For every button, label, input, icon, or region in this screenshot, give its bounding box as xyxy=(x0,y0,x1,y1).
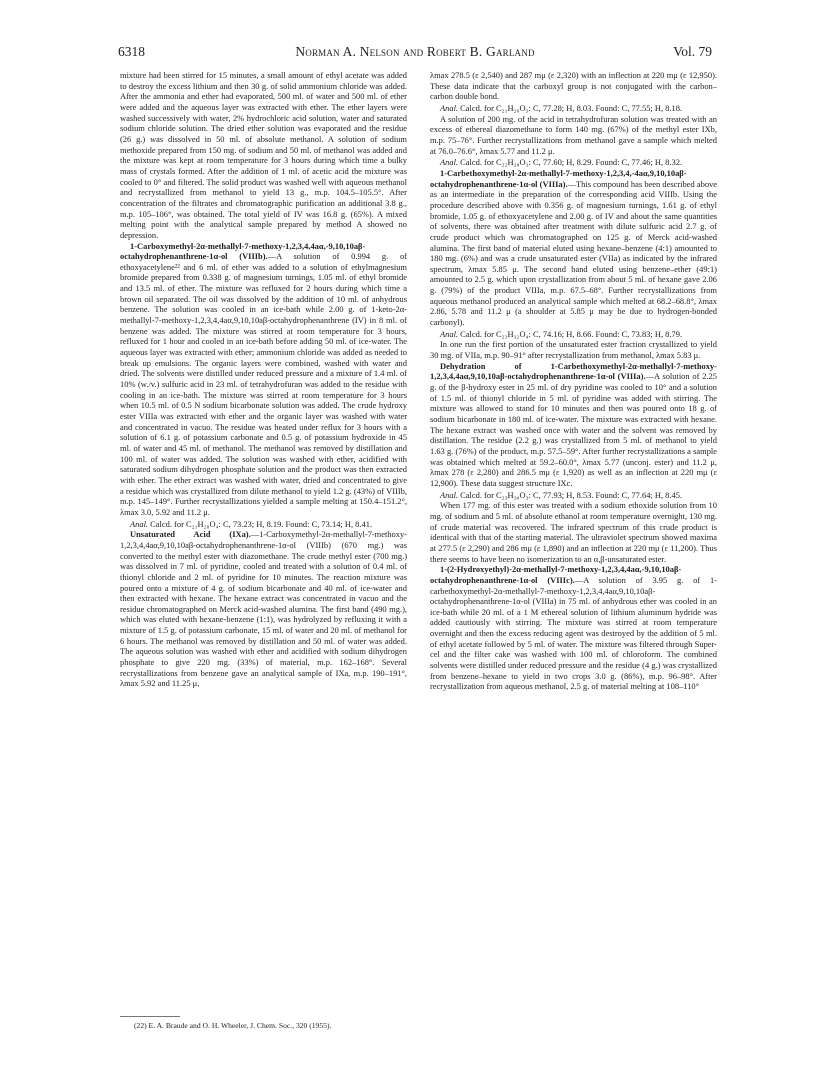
analysis-label: Anal. xyxy=(440,102,459,113)
elemental-analysis xyxy=(430,329,717,340)
compound-heading: Dehydration of 1-Carbethoxymethyl-2α-methallyl-7-methoxy-1,2,3,4,4aα,9,10,10aβ-octahydrophenanthrene-1α-ol (VIIIa). xyxy=(430,360,717,382)
paragraph-text: mixture had been stirred for 15 minutes, a small amount of ethyl acetate was added to destroy the excess lithium and then 30 g. of solid ammonium chloride was added. After the ammonia and ether had evaporated, 500 ml. of water and 500 ml. of ether were added and the aqueous layer was extracted with ether. The ether layers were washed successively with water, 2% hydrochloric acid solution, water and saturated sodium chloride solution. The dried ether solution was evaporated and the residue (26 g.) was dissolved in 50 ml. of absolute methanol. A solution of sodium methoxide prepared from 150 mg. of sodium and 50 ml. of methanol was added and the mixture was kept at room temperature for 3 hours during which time a bulky mass of crystals formed. After the addition of 1 ml. of acetic acid the mixture was cooled to 0° and filtered. The solid product was washed well with aqueous methanol and recrystallized from methanol to yield 13 g., m.p. 104.5–105.5°. After concentration of the filtrates and chromatographic purification an additional 3.8 g., m.p. 105–106°, was obtained. The total yield of IV was 16.8 g. (65%). A mixed melting point with the analytical sample prepared by method A showed no depression. xyxy=(120,70,407,240)
paragraph-text: When 177 mg. of this ester was treated with a sodium ethoxide solution from 10 mg. of sodium and 5 ml. of absolute ethanol at room temperature overnight, 130 mg. of crude material was recovered. The infrared spectrum of this crude product is identical with that of the starting material. The ultraviolet spectrum showed maxima at 277.5 (ε 2,290) and 286 mμ (ε 1,890) and an inflection at 220 mμ (ε 11,200). Thus there seems to have been no isomerization to an α,β-unsaturated ester. xyxy=(430,500,717,564)
elemental-analysis xyxy=(430,103,717,114)
volume-label: Vol. 79 xyxy=(673,44,712,59)
page-number: 6318 xyxy=(118,44,145,59)
elemental-analysis xyxy=(430,490,717,501)
analysis-values: Calcd. for C₂₁H₂₆O₃: C, 77.28; H, 8.03. Found: C, 77.55; H, 8.18. xyxy=(460,102,683,113)
analysis-label: Anal. xyxy=(130,518,149,529)
paragraph-text: In one run the first portion of the unsaturated ester fraction crystallized to yield 30 mg. of VIIa, m.p. 90–91° after recrystallization from methanol, λmax 5.83 μ. xyxy=(430,339,717,361)
analysis-values: Calcd. for C₂₃H₃₂O₄: C, 74.16; H, 8.66. Found: C, 73.83; H, 8.79. xyxy=(460,328,683,339)
paragraph-text: —1-Carboxymethyl-2α-methallyl-7-methoxy-1,2,3,4,4aα,9,10,10aβ-octahydrophenanthrene-1α-ol (VIIIb) (670 mg.) was converted to the methyl ester with diazomethane. The crude methyl ester (700 mg.) was dissolved in 7 ml. of pyridine, cooled and treated with a solution of 0.4 ml. of thionyl chloride and 2 ml. of pyridine for 10 minutes. The reaction mixture was poured onto a mixture of 4 g. of sodium bicarbonate and 40 ml. of ice-water and then extracted with hexane. The hexane extract was concentrated in vacuo and the residue chromatographed on Merck acid-washed alumina. The first band (490 mg.), which was eluted with hexane-benzene (1:1), was hydrolyzed by refluxing it with a mixture of 1.5 g. of potassium carbonate, 15 ml. of water and 20 ml. of methanol for 6 hours. The methanol was removed by distillation and 50 ml. of water was added. The aqueous solution was washed with ether and acidified with sodium dihydrogen phosphate to give 220 mg. (33%) of material, m.p. 162–168°. Several recrystallizations from benzene gave an analytical sample of IXa, m.p. 190–191°, λmax 5.92 and 11.25 μ, xyxy=(120,529,407,689)
running-head-authors: Norman A. Nelson and Robert B. Garland xyxy=(295,44,535,59)
elemental-analysis xyxy=(120,519,407,530)
procedure-paragraph xyxy=(430,168,717,328)
procedure-paragraph xyxy=(120,241,407,518)
analysis-label: Anal. xyxy=(440,157,459,168)
compound-heading: 1-(2-Hydroxyethyl)-2α-methallyl-7-methoxy-1,2,3,4,4aα,-9,10,10aβ-octahydrophenanthrene-1α-ol (VIIIc). xyxy=(430,564,682,585)
compound-heading: 1-Carboxymethyl-2α-methallyl-7-methoxy-1,2,3,4,4aα,-9,10,10aβ-octahydrophenanthrene-1α-ol (VIIIb). xyxy=(120,240,366,262)
procedure-paragraph xyxy=(430,114,717,157)
analysis-values: Calcd. for C₂₃H₃₀O₃: C, 77.93; H, 8.53. Found: C, 77.64; H, 8.45. xyxy=(460,489,683,500)
paragraph-text: —A solution of 0.994 g. of ethoxyacetylene²² and 6 ml. of ether was added to a solution of ethylmagnesium bromide prepared from 0.338 g. of magnesium turnings, 1.05 ml. of ethyl bromide and 13.5 ml. of ether. The mixture was refluxed for 2 hours during which time a brown oil separated. The oil was dissolved by the addition of 10 ml. of anhydrous benzene. The solution was cooled in an ice-bath while 2.00 g. of 1-keto-2α-methallyl-7-methoxy-1,2,3,4,4aα,9,10,10aβ-octahydrophenanthrene (IV) in 8 ml. of benzene was added. The mixture was stirred at room temperature for 3 hours, refluxed for 1 hour and cooled in an ice-bath before adding 50 ml. of ice-water. The aqueous layer was extracted with ether; ammonium chloride was added as needed to break up emulsions. The organic layers were combined, washed with water and dried. The solvents were distilled under reduced pressure and a mixture of 1.4 ml. of 10% (w./v.) sulfuric acid in 23 ml. of tetrahydrofuran was added to the residue with cooling in an ice-bath. The mixture was stirred at room temperature for 3 hours when 10.5 ml. of 0.5 N sodium bicarbonate solution was added. The crude hydroxy ester VIIIa was extracted with ether and the organic layer was washed with water and concentrated in vacuo. The residue was heated under reflux for 3 hours with a solution of 6.1 g. of potassium carbonate and 0.5 g. of potassium hydroxide in 45 ml. of water and 45 ml. of methanol. The methanol was removed by distillation and 100 ml. of water was added. The solution was washed with ether, acidified with saturated sodium dihydrogen phosphate solution and the product was then extracted with ether. The ether extract was washed with water, dried and concentrated to give a residue which was crystallized from dilute methanol to yield 1.2 g. (43%) of VIIIb, m.p. 145–149°. Further recrystallizations yielded a sample melting at 150.4–151.2°, λmax 3.0, 5.92 and 11.2 μ. xyxy=(120,251,407,517)
paragraph-text: —A solution of 2.25 g. of the β-hydroxy ester in 25 ml. of dry pyridine was cooled to 10° and a solution of 1.5 ml. of thionyl chloride in 5 ml. of pyridine was added with stirring. The mixture was allowed to stand for 10 minutes and then was poured onto 18 g. of sodium bicarbonate in 180 ml. of ice-water. The mixture was extracted with hexane. The hexane extract was washed once with water and the solvent was removed by distillation. The residue (2.2 g.) was crystallized from 5 ml. of methanol to yield 1.63 g. (76%) of the product, m.p. 57.5–59°. After further recrystallizations a sample was obtained which melted at 59.2–60.0°, λmax 5.77 (unconj. ester) and 11.2 μ, λmax 278 (ε 2,280) and 286.5 mμ (ε 1,920) as well as an inflection at 220 mμ (ε 12,900). These data suggest structure IXc. xyxy=(430,371,717,488)
analysis-values: Calcd. for C₂₁H₂₈O₄: C, 73.23; H, 8.19. Found: C, 73.14; H, 8.41. xyxy=(150,518,373,529)
paragraph-text: —A solution of 3.95 g. of 1-carbethoxymethyl-2α-methallyl-7-methoxy-1,2,3,4,4aα,9,10,10aβ-octahydrophenanthrene-1α-ol (VIIIa) in 75 ml. of anhydrous ether was cooled in an ice-bath while 20 ml. of a 1 M ethereal solution of lithium aluminum hydride was added cautiously with stirring. The mixture was stirred at room temperature overnight and then the excess reducing agent was destroyed by the addition of 5 ml. of ethyl acetate followed by 5 ml. of water. The mixture was filtered through Super-cel and the filter cake was washed with 100 ml. of chloroform. The combined solvents were distilled under reduced pressure and the residue (4 g.) was crystallized from benzene–hexane to yield in two crops 3.0 g. (86%), m.p. 96–98°. After recrystallization from aqueous methanol, 2.5 g. of material melting at 108–110° xyxy=(430,574,717,692)
procedure-paragraph xyxy=(120,529,407,689)
elemental-analysis xyxy=(430,157,717,168)
procedure-paragraph xyxy=(430,500,717,564)
page-header xyxy=(118,44,712,60)
analysis-label: Anal. xyxy=(440,489,459,500)
compound-heading: 1-Carbethoxymethyl-2α-methallyl-7-methoxy-1,2,3,4,-4aα,9,10,10aβ-octahydrophenanthrene-1α-ol (VIIIa). xyxy=(430,167,687,189)
paragraph-text: —This compound has been described above as an intermediate in the preparation of the corresponding acid VIIIb. Using the procedure described above with 0.356 g. of magnesium turnings, 1.61 g. of ethyl bromide, 1.05 g. of ethoxyacetylene and 2.00 g. of IV and about the same quantities of solvents, there was obtained after treatment with dilute sulfuric acid 2.7 g. of crude product which was chromatographed on 125 g. of Merck acid-washed alumina. The first band of material eluted using hexane–benzene (4:1) amounted to 180 mg. (6%) and was a crude unsaturated ester (VIIa) as indicated by the infrared spectrum, λmax 5.85 μ. The second band eluted using benzene–ether (49:1) amounted to 2.5 g. which upon crystallization from about 5 ml. of hexane gave 2.06 g. (79%) of the product VIIIa, m.p. 67.5–68°. Further recrystallizations from aqueous methanol produced an analytical sample which melted at 68.2–68.8°, λmax 2.86, 5.78 and 11.2 μ (a shoulder at 5.85 μ may be due to hydrogen-bonded carbonyl). xyxy=(430,178,718,328)
right-column xyxy=(430,70,717,692)
left-column xyxy=(120,70,407,689)
analysis-values: Calcd. for C₂₂H₂₈O₃: C, 77.60; H, 8.29. Found: C, 77.46; H, 8.32. xyxy=(460,157,683,168)
compound-heading: Unsaturated Acid (IXa). xyxy=(130,529,251,540)
footnote-rule xyxy=(120,1016,180,1017)
analysis-label: Anal. xyxy=(440,328,459,339)
paragraph-text: λmax 278.5 (ε 2,540) and 287 mμ (ε 2,320) with an inflection at 220 mμ (ε 12,950). These data indicate that the carboxyl group is not conjugated with the carbon–carbon double bond. xyxy=(430,70,717,102)
continued-paragraph xyxy=(120,70,407,241)
procedure-paragraph xyxy=(430,361,717,489)
procedure-paragraph xyxy=(430,564,717,692)
paragraph-text: A solution of 200 mg. of the acid in tetrahydrofuran solution was treated with an excess of ethereal diazomethane to form 140 mg. (67%) of the methyl ester IXb, m.p. 75–76°. Further recrystallizations from methanol gave a sample which melted at 76.0–76.6°, λmax 5.77 and 11.2 μ. xyxy=(430,113,717,156)
procedure-paragraph xyxy=(430,339,717,360)
footnote: (22) E. A. Braude and O. H. Wheeler, J. Chem. Soc., 320 (1955). xyxy=(134,1021,332,1030)
continued-paragraph xyxy=(430,70,717,102)
